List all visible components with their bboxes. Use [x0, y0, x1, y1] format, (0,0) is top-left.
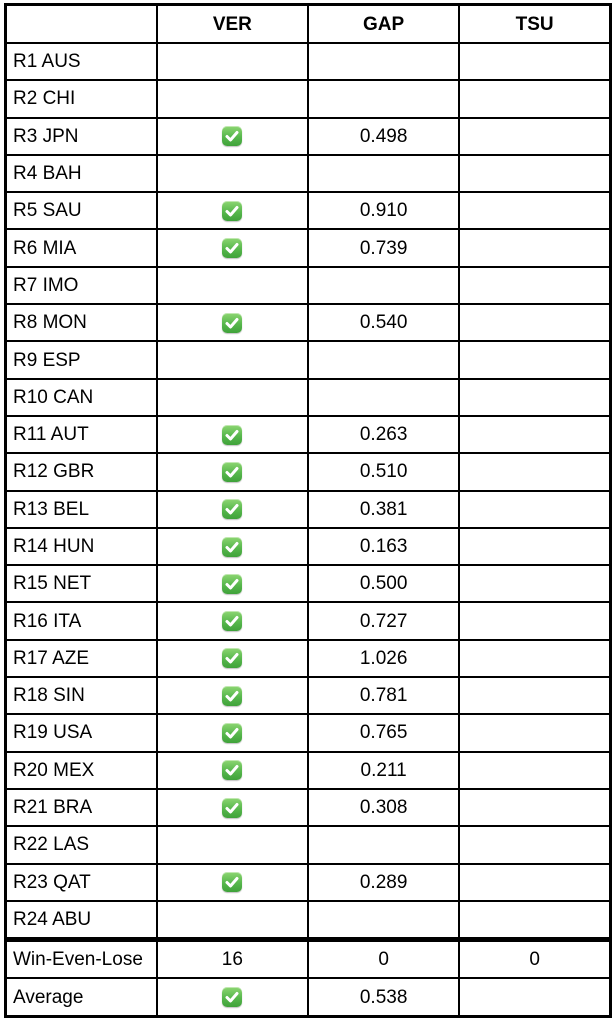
race-row: [6, 453, 611, 490]
green-check-icon: [222, 987, 242, 1007]
race-label-cell: R22 LAS: [6, 826, 157, 863]
race-row: [6, 677, 611, 714]
gap-cell: 0.538: [308, 978, 459, 1016]
tsu-cell: [459, 752, 610, 789]
race-label-cell: R3 JPN: [6, 118, 157, 155]
ver-cell: [157, 304, 308, 341]
header-cell-ver: VER: [157, 5, 308, 44]
gap-cell: [308, 43, 459, 80]
tsu-cell: [459, 267, 610, 304]
green-check-icon: [222, 238, 242, 258]
tsu-cell: [459, 118, 610, 155]
race-row: [6, 80, 611, 117]
race-row: [6, 864, 611, 901]
ver-cell: [157, 491, 308, 528]
race-row: [6, 640, 611, 677]
ver-cell: [157, 416, 308, 453]
gap-cell: [308, 341, 459, 378]
header-cell-tsu: TSU: [459, 5, 610, 44]
header-row: [6, 5, 611, 44]
ver-cell: [157, 155, 308, 192]
race-row: [6, 901, 611, 940]
tsu-cell: [459, 826, 610, 863]
race-label-cell: Average: [6, 978, 157, 1016]
race-row: [6, 192, 611, 229]
gap-cell: 0.308: [308, 789, 459, 826]
gap-cell: 0.381: [308, 491, 459, 528]
race-row: [6, 789, 611, 826]
race-row: [6, 118, 611, 155]
table-body: [6, 43, 611, 1016]
gap-cell: 0.500: [308, 565, 459, 602]
ver-cell: [157, 978, 308, 1016]
tsu-cell: [459, 229, 610, 266]
race-label-cell: R4 BAH: [6, 155, 157, 192]
race-row: [6, 565, 611, 602]
gap-cell: 0.739: [308, 229, 459, 266]
summary-row: [6, 940, 611, 979]
race-label-cell: R13 BEL: [6, 491, 157, 528]
green-check-icon: [222, 611, 242, 631]
gap-cell: [308, 80, 459, 117]
ver-cell: [157, 602, 308, 639]
ver-cell: [157, 640, 308, 677]
header-cell-gap: GAP: [308, 5, 459, 44]
race-label-cell: R15 NET: [6, 565, 157, 602]
summary-row: [6, 978, 611, 1016]
gap-cell: 0.289: [308, 864, 459, 901]
green-check-icon: [222, 462, 242, 482]
header-cell-race: [6, 5, 157, 44]
green-check-icon: [222, 313, 242, 333]
race-label-cell: R23 QAT: [6, 864, 157, 901]
race-row: [6, 826, 611, 863]
race-row: [6, 752, 611, 789]
ver-cell: [157, 192, 308, 229]
ver-cell: [157, 752, 308, 789]
race-row: [6, 714, 611, 751]
ver-cell: [157, 565, 308, 602]
tsu-cell: [459, 453, 610, 490]
race-label-cell: R18 SIN: [6, 677, 157, 714]
gap-cell: 0.263: [308, 416, 459, 453]
green-check-icon: [222, 425, 242, 445]
race-label-cell: R1 AUS: [6, 43, 157, 80]
green-check-icon: [222, 537, 242, 557]
tsu-cell: [459, 602, 610, 639]
ver-cell: [157, 789, 308, 826]
ver-cell: [157, 229, 308, 266]
ver-cell: [157, 453, 308, 490]
gap-cell: 0.910: [308, 192, 459, 229]
tsu-cell: 0: [459, 940, 610, 979]
gap-cell: [308, 826, 459, 863]
tsu-cell: [459, 864, 610, 901]
gap-cell: [308, 155, 459, 192]
race-label-cell: R2 CHI: [6, 80, 157, 117]
race-label-cell: R7 IMO: [6, 267, 157, 304]
ver-cell: 16: [157, 940, 308, 979]
tsu-cell: [459, 379, 610, 416]
gap-cell: 0.727: [308, 602, 459, 639]
gap-cell: 0.765: [308, 714, 459, 751]
race-row: [6, 602, 611, 639]
green-check-icon: [222, 574, 242, 594]
tsu-cell: [459, 155, 610, 192]
tsu-cell: [459, 789, 610, 826]
tsu-cell: [459, 43, 610, 80]
gap-cell: [308, 267, 459, 304]
tsu-cell: [459, 528, 610, 565]
race-label-cell: R12 GBR: [6, 453, 157, 490]
tsu-cell: [459, 978, 610, 1016]
race-label-cell: R9 ESP: [6, 341, 157, 378]
gap-cell: 0.510: [308, 453, 459, 490]
ver-cell: [157, 80, 308, 117]
gap-cell: 0: [308, 940, 459, 979]
race-row: [6, 304, 611, 341]
tsu-cell: [459, 304, 610, 341]
race-label-cell: R14 HUN: [6, 528, 157, 565]
green-check-icon: [222, 798, 242, 818]
gap-cell: 0.781: [308, 677, 459, 714]
results-table: [4, 3, 612, 1018]
ver-cell: [157, 528, 308, 565]
race-label-cell: Win-Even-Lose: [6, 940, 157, 979]
tsu-cell: [459, 901, 610, 940]
green-check-icon: [222, 723, 242, 743]
gap-cell: [308, 379, 459, 416]
ver-cell: [157, 714, 308, 751]
ver-cell: [157, 864, 308, 901]
green-check-icon: [222, 126, 242, 146]
race-row: [6, 267, 611, 304]
race-label-cell: R5 SAU: [6, 192, 157, 229]
gap-cell: 0.163: [308, 528, 459, 565]
ver-cell: [157, 267, 308, 304]
tsu-cell: [459, 565, 610, 602]
race-label-cell: R16 ITA: [6, 602, 157, 639]
ver-cell: [157, 677, 308, 714]
race-row: [6, 379, 611, 416]
race-label-cell: R6 MIA: [6, 229, 157, 266]
race-row: [6, 416, 611, 453]
gap-cell: 0.540: [308, 304, 459, 341]
ver-cell: [157, 43, 308, 80]
ver-cell: [157, 901, 308, 940]
tsu-cell: [459, 80, 610, 117]
table-header: [6, 5, 611, 44]
green-check-icon: [222, 499, 242, 519]
race-row: [6, 43, 611, 80]
tsu-cell: [459, 341, 610, 378]
race-label-cell: R24 ABU: [6, 901, 157, 940]
race-label-cell: R19 USA: [6, 714, 157, 751]
tsu-cell: [459, 491, 610, 528]
gap-cell: 0.498: [308, 118, 459, 155]
tsu-cell: [459, 640, 610, 677]
green-check-icon: [222, 686, 242, 706]
race-label-cell: R8 MON: [6, 304, 157, 341]
ver-cell: [157, 118, 308, 155]
gap-cell: 0.211: [308, 752, 459, 789]
race-label-cell: R10 CAN: [6, 379, 157, 416]
gap-cell: [308, 901, 459, 940]
race-label-cell: R11 AUT: [6, 416, 157, 453]
race-label-cell: R17 AZE: [6, 640, 157, 677]
race-row: [6, 229, 611, 266]
tsu-cell: [459, 416, 610, 453]
race-row: [6, 491, 611, 528]
green-check-icon: [222, 648, 242, 668]
race-row: [6, 155, 611, 192]
race-label-cell: R20 MEX: [6, 752, 157, 789]
green-check-icon: [222, 760, 242, 780]
tsu-cell: [459, 677, 610, 714]
ver-cell: [157, 379, 308, 416]
race-row: [6, 341, 611, 378]
ver-cell: [157, 826, 308, 863]
race-label-cell: R21 BRA: [6, 789, 157, 826]
gap-cell: 1.026: [308, 640, 459, 677]
tsu-cell: [459, 192, 610, 229]
race-row: [6, 528, 611, 565]
ver-cell: [157, 341, 308, 378]
green-check-icon: [222, 201, 242, 221]
green-check-icon: [222, 872, 242, 892]
tsu-cell: [459, 714, 610, 751]
